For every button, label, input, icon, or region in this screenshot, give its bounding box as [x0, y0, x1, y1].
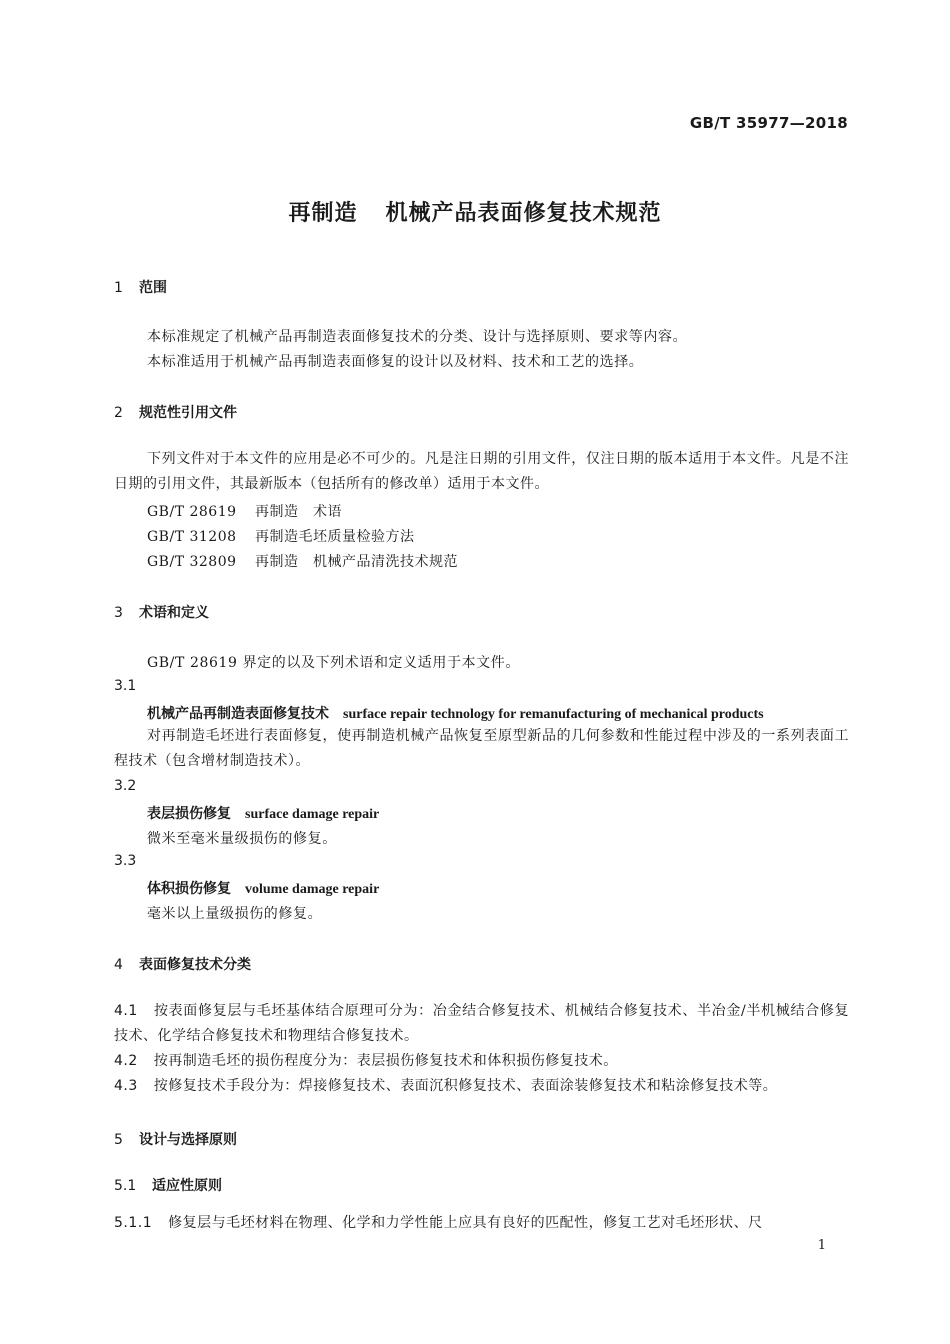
term-definition: 对再制造毛坯进行表面修复，使再制造机械产品恢复至原型新品的几何参数和性能过程中涉及的一系列表面工程技术（包含增材制造技术）。 [114, 728, 849, 769]
standard-code: GB/T 35977—2018 [689, 114, 848, 132]
term-number: 3.1 [114, 678, 137, 694]
section-1-paragraph-2: 本标准适用于机械产品再制造表面修复的设计以及材料、技术和工艺的选择。 [147, 354, 644, 370]
term-entry: 表层损伤修复 surface damage repair [147, 806, 380, 822]
term-entry: 体积损伤修复 volume damage repair [147, 881, 380, 897]
title-part2: 机械产品表面修复技术规范 [385, 201, 662, 226]
clause: 5.1.1 修复层与毛坯材料在物理、化学和力学性能上应具有良好的匹配性，修复工艺对毛坯形状、尺 [114, 1215, 763, 1231]
term-number: 3.3 [114, 853, 137, 869]
section-1-paragraph-1: 本标准规定了机械产品再制造表面修复技术的分类、设计与选择原则、要求等内容。 [147, 329, 688, 345]
term-definition: 微米至毫米量级损伤的修复。 [147, 831, 337, 847]
subsection-heading: 5.1 适应性原则 [114, 1178, 222, 1194]
clause: 4.1 按表面修复层与毛坯基体结合原理可分为：冶金结合修复技术、机械结合修复技术、半冶金/半机械结合修复技术、化学结合修复技术和物理结合修复技术。 [114, 1003, 849, 1044]
normative-reference: GB/T 31208 再制造毛坯质量检验方法 [147, 529, 415, 545]
clause: 4.2 按再制造毛坯的损伤程度分为：表层损伤修复技术和体积损伤修复技术。 [114, 1053, 618, 1069]
term-number: 3.2 [114, 778, 137, 794]
page-number: 1 [817, 1238, 826, 1253]
document-title [0, 196, 950, 227]
normative-reference: GB/T 32809 再制造 机械产品清洗技术规范 [147, 554, 458, 570]
title-part1: 再制造 [288, 201, 358, 226]
section-3-intro: GB/T 28619 界定的以及下列术语和定义适用于本文件。 [147, 655, 520, 671]
term-definition: 毫米以上量级损伤的修复。 [147, 906, 323, 922]
section-4-heading: 4 表面修复技术分类 [114, 957, 251, 973]
section-5-heading: 5 设计与选择原则 [114, 1132, 237, 1148]
section-3-heading: 3 术语和定义 [114, 605, 209, 621]
section-2-paragraph: 下列文件对于本文件的应用是必不可少的。凡是注日期的引用文件，仅注日期的版本适用于本文件。凡是不注日期的引用文件，其最新版本（包括所有的修改单）适用于本文件。 [114, 451, 849, 492]
section-2-heading: 2 规范性引用文件 [114, 405, 237, 421]
normative-reference: GB/T 28619 再制造 术语 [147, 504, 342, 520]
clause: 4.3 按修复技术手段分为：焊接修复技术、表面沉积修复技术、表面涂装修复技术和粘涂修复技术等。 [114, 1078, 778, 1094]
section-1-heading: 1 范围 [114, 280, 167, 296]
term-entry: 机械产品再制造表面修复技术 surface repair technology for remanufacturing of mechanical products [147, 706, 764, 722]
